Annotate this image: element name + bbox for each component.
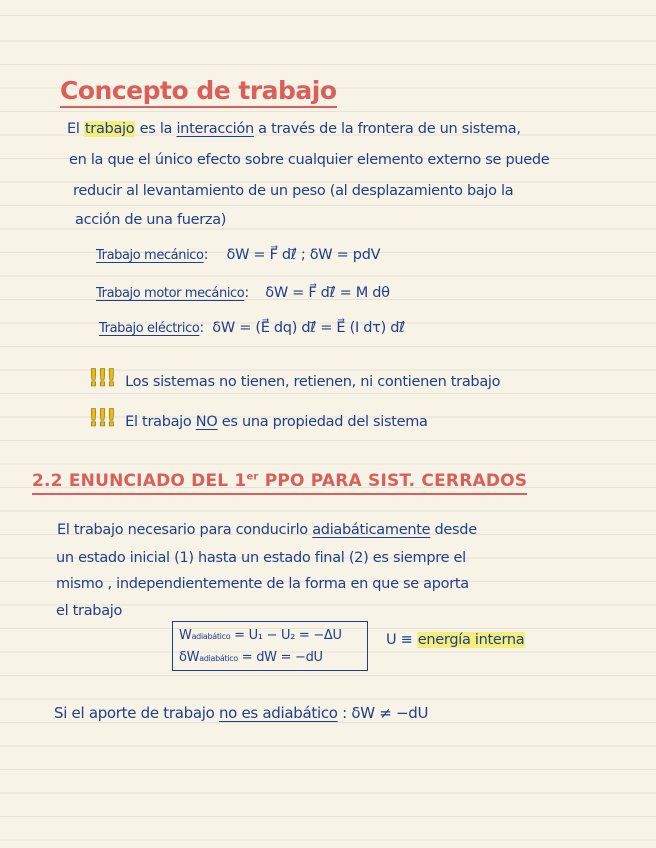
section-heading bbox=[32, 471, 527, 495]
work-type-formula: δW = (E⃗ dq) dℓ⃗ = E⃗ (I dτ) dℓ⃗ bbox=[212, 320, 405, 336]
warning-text: Los sistemas no tienen, retienen, ni contienen trabajo bbox=[125, 374, 501, 390]
page-title: Concepto de trabajo bbox=[60, 76, 337, 108]
intro-line-1 bbox=[67, 121, 521, 137]
warning-2 bbox=[88, 404, 428, 432]
intro-text: es la bbox=[135, 121, 173, 137]
warning-1 bbox=[88, 364, 500, 392]
underlined-no-adiabatico: no es adiabático bbox=[218, 704, 338, 722]
energy-note bbox=[386, 632, 525, 648]
statement-text: desde bbox=[430, 522, 477, 538]
work-type-label: Trabajo eléctrico bbox=[99, 321, 200, 336]
formula-row-1 bbox=[179, 625, 361, 647]
work-type-label: Trabajo motor mecánico bbox=[96, 286, 245, 301]
exclamation-icon: !!! bbox=[88, 364, 115, 392]
final-text: Si el aporte de trabajo bbox=[54, 704, 215, 722]
intro-text: a través de la frontera de un sistema, bbox=[253, 121, 521, 137]
formula-subscript: adiabático bbox=[199, 654, 238, 663]
formula-symbol: δW bbox=[179, 650, 200, 665]
highlight-energia-interna: energía interna bbox=[417, 632, 525, 648]
statement-line-1 bbox=[57, 522, 477, 538]
statement-line-4: el trabajo bbox=[56, 603, 123, 619]
warning-text: es una propiedad del sistema bbox=[221, 414, 428, 430]
underlined-interaccion: interacción bbox=[176, 121, 254, 137]
statement-text: El trabajo necesario para conducirlo bbox=[57, 522, 308, 538]
section-heading-post: PPO PARA SIST. CERRADOS bbox=[258, 471, 528, 491]
formula-subscript: adiabático bbox=[191, 632, 231, 641]
final-text: : δW ≠ −dU bbox=[337, 704, 429, 722]
energy-prefix: U ≡ bbox=[386, 632, 417, 648]
intro-line-3: reducir al levantamiento de un peso (al desplazamiento bajo la bbox=[73, 183, 514, 199]
formula-row-2 bbox=[179, 647, 361, 669]
section-heading-pre: 2.2 ENUNCIADO DEL 1 bbox=[32, 471, 247, 491]
intro-line-2: en la que el único efecto sobre cualquier elemento externo se puede bbox=[69, 152, 550, 168]
final-line bbox=[54, 704, 428, 722]
work-type-formula: δW = F⃗ dℓ⃗ = M dθ bbox=[265, 285, 390, 301]
underlined-adiabaticamente: adiabáticamente bbox=[312, 522, 431, 538]
work-type-motor bbox=[96, 285, 390, 301]
work-type-electric bbox=[99, 320, 405, 336]
work-type-sep: : bbox=[203, 247, 209, 263]
section-heading-sup: er bbox=[246, 471, 259, 483]
warning-text: El trabajo bbox=[125, 414, 192, 430]
statement-line-2: un estado inicial (1) hasta un estado final (2) es siempre el bbox=[56, 550, 466, 566]
intro-text: El bbox=[67, 121, 80, 137]
work-type-label: Trabajo mecánico bbox=[96, 248, 204, 263]
underlined-no: NO bbox=[195, 414, 218, 430]
intro-line-4: acción de una fuerza) bbox=[75, 212, 227, 228]
work-type-sep: : bbox=[199, 320, 204, 336]
work-type-mechanical bbox=[96, 247, 380, 263]
formula-rest: = U₁ − U₂ = −ΔU bbox=[230, 628, 342, 643]
highlight-trabajo: trabajo bbox=[84, 121, 135, 137]
work-type-formula: δW = F⃗ dℓ⃗ ; δW = pdV bbox=[226, 247, 381, 263]
formula-symbol: W bbox=[179, 628, 192, 643]
work-type-sep: : bbox=[244, 285, 249, 301]
statement-line-3: mismo , independientemente de la forma en que se aporta bbox=[56, 576, 469, 592]
exclamation-icon: !!! bbox=[88, 404, 115, 432]
formula-rest: = dW = −dU bbox=[237, 650, 323, 665]
adiabatic-formula-box bbox=[172, 621, 368, 671]
